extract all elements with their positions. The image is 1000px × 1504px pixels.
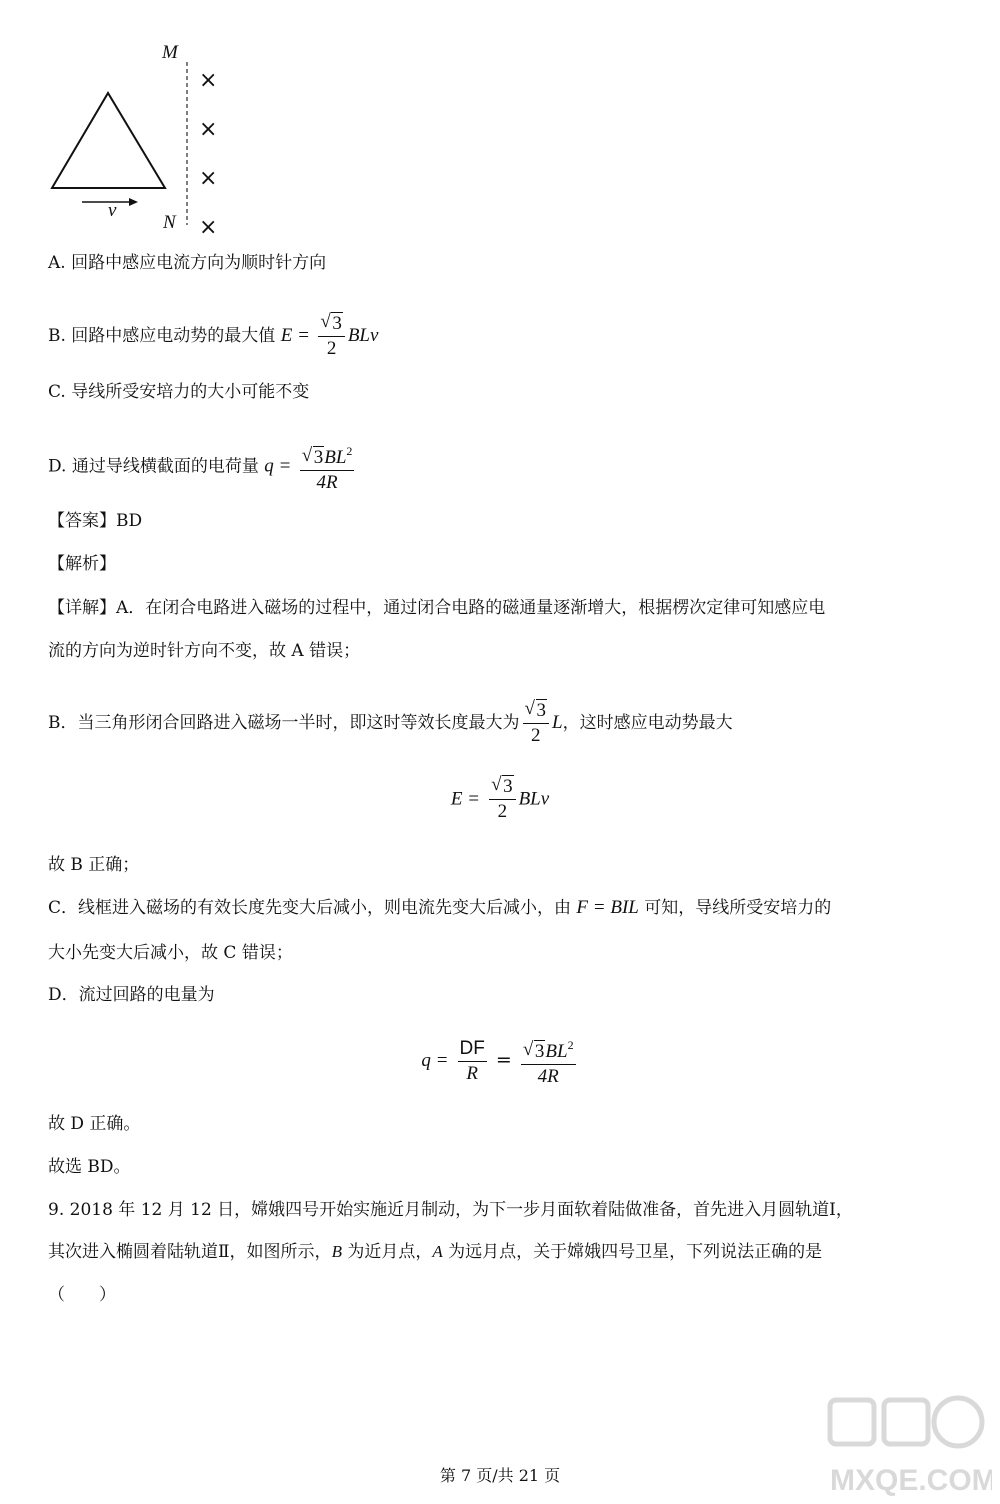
field-cross: × [199, 166, 218, 191]
detail-c-line-1 [48, 896, 831, 920]
option-d-lhs: q = [264, 455, 292, 477]
detail-b-fraction [523, 700, 550, 747]
equation-e-fraction [489, 776, 516, 823]
option-d-radicand: 3 [313, 447, 324, 468]
option-d-denominator: 4R [316, 472, 338, 493]
equation-q-fraction-2 [521, 1034, 576, 1088]
detail-line-2: 流的方向为逆时针方向不变，故 A 错误； [48, 641, 361, 661]
equation-q-equals: = [495, 1049, 512, 1071]
question9-line-1: 9. 2018 年 12 月 12 日，嫦娥四号开始实施近月制动，为下一步月面软着陆做准备，首先进入月圆轨道Ⅰ， [48, 1200, 853, 1220]
equation-e [0, 776, 1000, 823]
detail-c-post: 可知，导线所受安培力的 [644, 898, 832, 918]
answer: 【答案】BD [48, 511, 143, 531]
equation-q-exponent: 2 [567, 1038, 574, 1052]
option-b-fraction [318, 313, 345, 360]
equation-e-denominator: 2 [497, 801, 508, 822]
detail-d-conclusion: 故 D 正确。 [48, 1114, 141, 1134]
detail-final: 故选 BD。 [48, 1157, 131, 1177]
option-d-exponent: 2 [346, 444, 353, 458]
equation-q-num-tail: BL [545, 1041, 568, 1062]
equation-e-lhs: E = [450, 788, 481, 810]
equation-q-f1-num: DF [458, 1038, 487, 1062]
equation-q-radicand: 3 [534, 1041, 545, 1062]
question9-text-a: 其次进入椭圆着陆轨道Ⅱ，如图所示， [48, 1242, 332, 1262]
detail-c-line-2: 大小先变大后减小，故 C 错误； [48, 943, 293, 963]
option-b-tail: BLv [347, 325, 379, 346]
velocity-arrowhead [129, 198, 138, 206]
option-a: A. 回路中感应电流方向为顺时针方向 [48, 253, 327, 273]
svg-text:MXQE.COM: MXQE.COM [830, 1464, 992, 1497]
equation-q [0, 1034, 1000, 1088]
detail-b-pre: B．当三角形闭合回路进入磁场一半时，即这时等效长度最大为 [48, 713, 520, 733]
detail-c-pre: C．线框进入磁场的有效长度先变大后减小，则电流先变大后减小，由 [48, 898, 572, 918]
detail-b-radicand: 3 [536, 700, 546, 721]
detail-b-denominator: 2 [531, 725, 541, 746]
option-d [48, 440, 357, 494]
page-footer: 第 7 页/共 21 页 [439, 1466, 561, 1485]
equation-q-lhs: q = [421, 1050, 449, 1071]
field-cross: × [199, 68, 218, 93]
field-cross: × [199, 215, 218, 240]
option-b-lhs: E = [280, 325, 310, 346]
option-d-fraction [300, 440, 355, 494]
question9-point-b: B [331, 1242, 342, 1261]
equation-q-f2-den: 4R [537, 1066, 559, 1087]
field-cross: × [199, 117, 218, 142]
detail-b-post: ，这时感应电动势最大 [562, 713, 733, 733]
detail-b-conclusion: 故 B 正确； [48, 855, 140, 875]
detail-b-l: L [552, 712, 563, 733]
option-b [48, 313, 378, 360]
option-b-text: B. 回路中感应电动势的最大值 [48, 326, 276, 346]
question9-text-e: 为远月点，关于嫦娥四号卫星，下列说法正确的是 [442, 1242, 823, 1262]
label-v: v [108, 200, 117, 221]
detail-d-line: D．流过回路的电量为 [48, 985, 215, 1005]
question9-line-2 [48, 1240, 822, 1264]
triangle-loop [52, 93, 165, 188]
equation-e-radicand: 3 [503, 776, 513, 797]
label-n: N [163, 212, 176, 233]
detail-c-formula: F = BIL [576, 897, 639, 918]
detail-line-1: 【详解】A．在闭合电路进入磁场的过程中，通过闭合电路的磁通量逐渐增大，根据楞次定律可知感应电 [48, 598, 826, 618]
analysis-label: 【解析】 [48, 554, 116, 574]
option-c: C. 导线所受安培力的大小可能不变 [48, 382, 310, 402]
option-d-num-tail: BL [324, 447, 347, 468]
detail-b [48, 700, 733, 747]
question9-line-3: （ ） [48, 1285, 116, 1305]
option-b-radicand: 3 [332, 313, 342, 334]
equation-e-tail: BLv [518, 788, 550, 810]
equation-q-fraction-1 [458, 1038, 487, 1085]
option-d-text: D. 通过导线横截面的电荷量 [48, 456, 259, 477]
option-b-denominator: 2 [326, 338, 337, 359]
question9-point-a: A [432, 1242, 443, 1261]
question9-text-c: 为近月点， [341, 1242, 433, 1262]
label-m: M [162, 42, 178, 63]
equation-q-f1-den: R [466, 1062, 479, 1084]
